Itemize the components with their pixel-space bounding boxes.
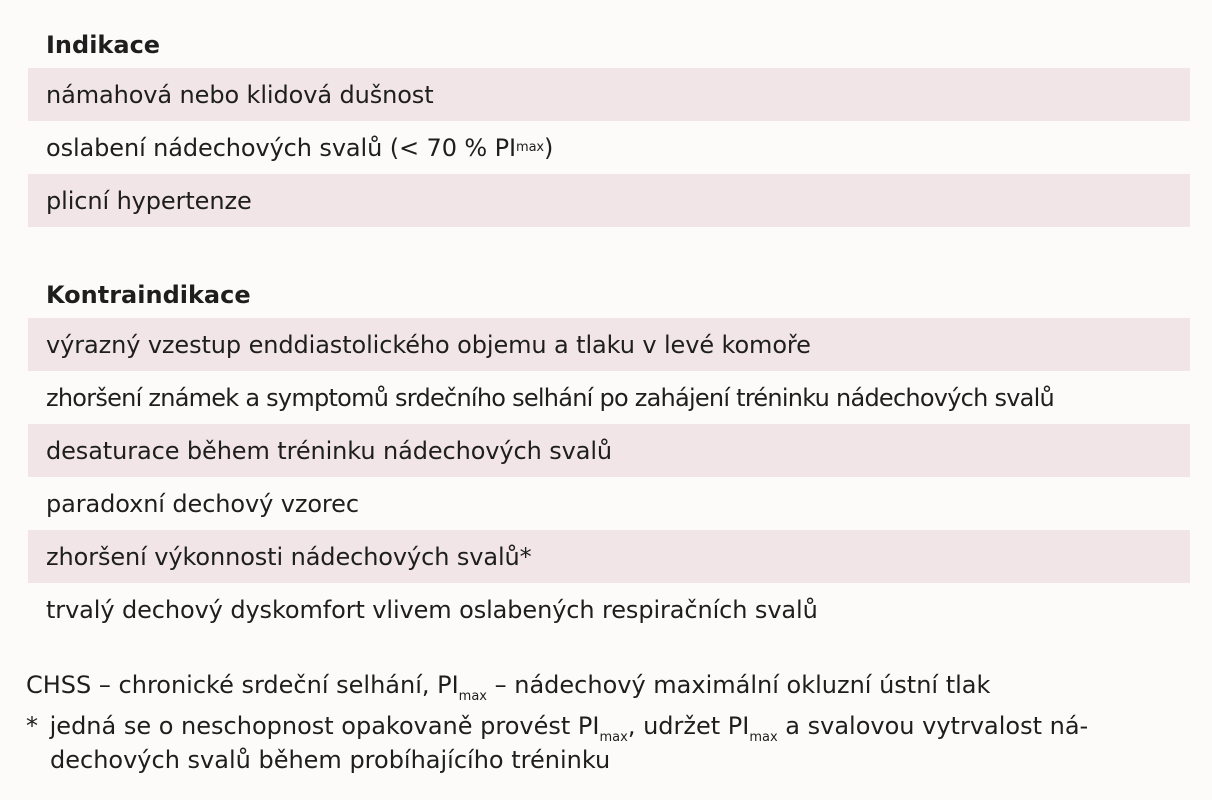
asterisk-note-line-1 [26, 709, 1196, 743]
asterisk: * [26, 712, 38, 740]
list-item [28, 477, 1190, 530]
list-item [28, 174, 1190, 227]
list-item [28, 318, 1190, 371]
contraindications-list [28, 318, 1190, 636]
abbrev-text: CHSS – chronické srdeční selhání, PI [26, 671, 459, 699]
row-text: zhoršení známek a symptomů srdečního selhání po zahájení tréninku nádechových svalů [46, 383, 1055, 412]
note-text: , udržet PI [627, 712, 750, 740]
list-item: oslabení nádechových svalů (< 70 % PI max ) [46, 133, 554, 162]
row-text: oslabení nádechových svalů (< 70 % PI [46, 133, 516, 162]
list-item [28, 583, 1190, 636]
row-text: trvalý dechový dyskomfort vlivem oslabených respiračních svalů [46, 595, 818, 624]
row-text: plicní hypertenze [46, 186, 252, 215]
row-text: zhoršení výkonnosti nádechových svalů* [46, 542, 532, 571]
row-text: paradoxní dechový vzorec [46, 489, 359, 518]
indications-heading: Indikace [46, 31, 161, 59]
subscript: max [599, 730, 628, 745]
subscript: max [749, 730, 778, 745]
row-text-after: ) [544, 133, 554, 162]
abbrev-text-after: – nádechový maximální okluzní ústní tlak [487, 671, 991, 699]
list-item [28, 371, 1190, 424]
list-item [28, 424, 1190, 477]
asterisk-note [26, 709, 1196, 777]
row-text: desaturace během tréninku nádechových svalů [46, 436, 613, 465]
list-item [28, 530, 1190, 583]
list-item [28, 68, 1190, 121]
row-text: námahová nebo klidová dušnost [46, 80, 434, 109]
contraindications-heading: Kontraindikace [46, 281, 251, 309]
row-text: výrazný vzestup enddiastolického objemu a tlaku v levé komoře [46, 330, 811, 359]
note-text: a svalovou vytrvalost ná- [777, 712, 1089, 740]
subscript: max [458, 689, 487, 704]
asterisk-note-line-2: dechových svalů během probíhajícího tréninku [50, 746, 611, 774]
indications-list [28, 68, 1190, 227]
note-text: jedná se o neschopnost opakovaně provést PI [42, 712, 600, 740]
abbreviations-note [26, 668, 1196, 702]
